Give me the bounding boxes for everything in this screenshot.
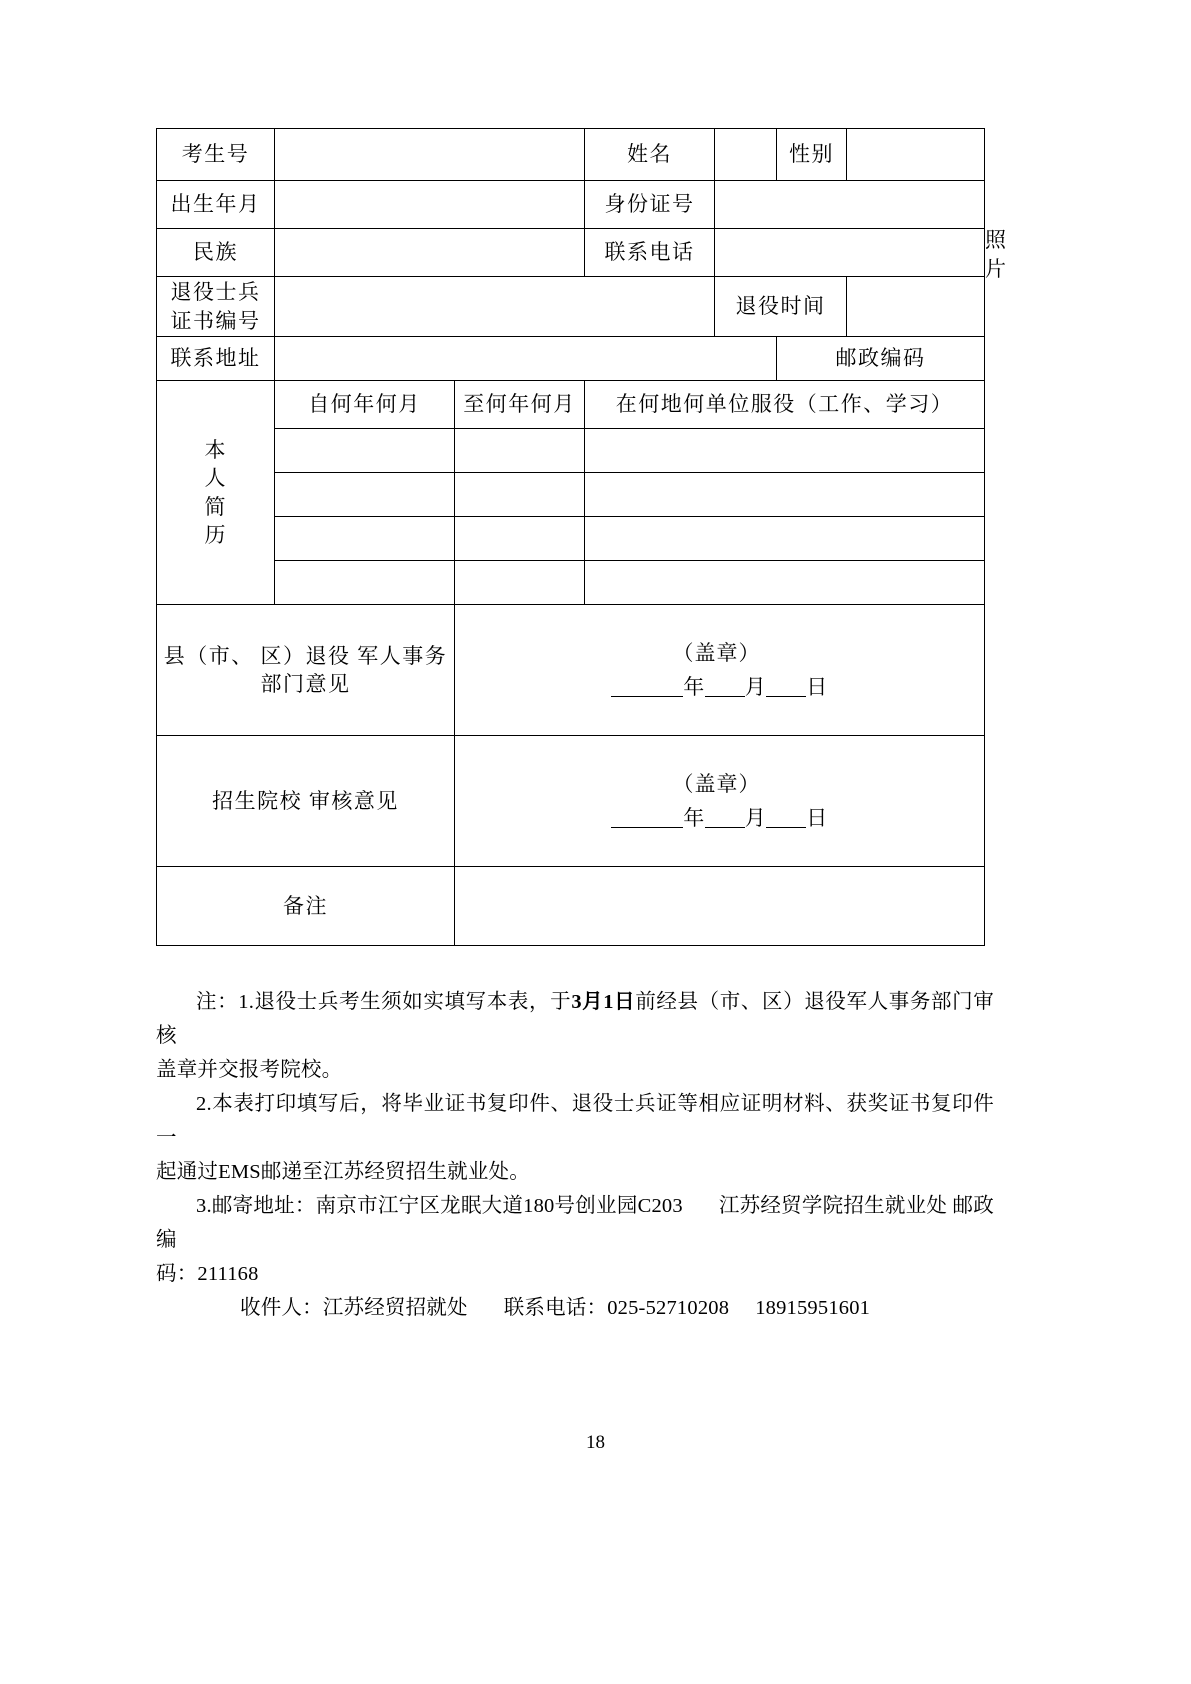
note-1-part-b: 前经县（市、区）退役军人事务部门审核	[156, 991, 994, 1047]
form-row-basic-1: 考生号 姓名 性别 照片	[157, 129, 985, 181]
resume-label-char-2: 简	[204, 494, 227, 519]
resume-column-to: 至何年何月	[455, 381, 585, 429]
resume-cell-to[interactable]	[455, 517, 585, 561]
resume-cell-from[interactable]	[275, 517, 455, 561]
resume-cell-to[interactable]	[455, 561, 585, 605]
school-label-line2: 审核意见	[308, 788, 399, 813]
school-date-line	[455, 800, 984, 832]
school-day-label: 日	[806, 806, 828, 830]
resume-column-from: 自何年何月	[275, 381, 455, 429]
resume-cell-detail[interactable]	[585, 561, 985, 605]
resume-cell-to[interactable]	[455, 429, 585, 473]
form-row-basic-2	[157, 181, 985, 229]
field-remark[interactable]	[455, 867, 985, 946]
note-item-3-cont: 码：211168	[156, 1263, 259, 1285]
county-day-label: 日	[806, 675, 828, 699]
resume-cell-detail[interactable]	[585, 517, 985, 561]
county-day-blank[interactable]	[766, 695, 806, 697]
field-phone[interactable]	[715, 229, 985, 277]
resume-cell-detail[interactable]	[585, 429, 985, 473]
resume-row	[157, 561, 985, 605]
page-number: 18	[586, 1432, 605, 1453]
label-birth-date: 出生年月	[157, 181, 275, 229]
resume-row	[157, 473, 985, 517]
resume-row	[157, 429, 985, 473]
form-row-certificate	[157, 277, 985, 337]
field-veteran-certificate-number[interactable]	[275, 277, 715, 337]
label-id-number: 身份证号	[585, 181, 715, 229]
county-month-label: 月	[744, 675, 767, 699]
note-1-deadline: 3月1日	[571, 991, 636, 1013]
label-veteran-certificate-number	[157, 277, 275, 337]
label-cert-line2: 证书编号	[170, 308, 261, 333]
form-row-basic-3	[157, 229, 985, 277]
form-table	[156, 128, 1008, 946]
county-year-label: 年	[683, 675, 705, 699]
field-name[interactable]	[715, 129, 777, 181]
school-opinion-row	[157, 736, 985, 867]
label-county-veterans-opinion	[157, 605, 455, 736]
resume-label-char-1: 人	[204, 466, 227, 491]
note-4-phone-2: 18915951601	[755, 1297, 871, 1319]
school-year-label: 年	[683, 806, 705, 830]
school-year-blank[interactable]	[611, 826, 683, 828]
resume-cell-detail[interactable]	[585, 473, 985, 517]
label-remark: 备注	[157, 867, 455, 946]
school-label-line1: 招生院校	[212, 788, 303, 813]
field-exam-number[interactable]	[275, 129, 585, 181]
field-county-veterans-opinion[interactable]	[455, 605, 985, 736]
remark-row	[157, 867, 985, 946]
note-4-phone-1: 025-52710208	[607, 1297, 730, 1319]
resume-header-row	[157, 381, 985, 429]
field-birth-date[interactable]	[275, 181, 585, 229]
resume-cell-from[interactable]	[275, 561, 455, 605]
form-notes	[156, 985, 994, 1325]
school-seal-text: （盖章）	[672, 771, 761, 796]
county-date-line	[455, 669, 984, 701]
note-item-3	[156, 1189, 994, 1257]
note-item-2-cont: 起通过EMS邮递至江苏经贸招生就业处。	[156, 1161, 530, 1183]
field-contact-address[interactable]	[275, 337, 777, 381]
county-seal-text: （盖章）	[672, 640, 761, 665]
field-ethnicity[interactable]	[275, 229, 585, 277]
note-item-2: 2.本表打印填写后，将毕业证书复印件、退役士兵证等相应证明材料、获奖证书复印件一	[156, 1093, 994, 1149]
label-name: 姓名	[585, 129, 715, 181]
field-discharge-date[interactable]	[847, 277, 985, 337]
label-contact-address: 联系地址	[157, 337, 275, 381]
school-month-blank[interactable]	[705, 826, 745, 828]
label-ethnicity: 民族	[157, 229, 275, 277]
county-label-line4: 部门意见	[260, 672, 351, 696]
registration-form	[156, 128, 1008, 946]
label-discharge-date: 退役时间	[715, 277, 847, 337]
school-month-label: 月	[744, 806, 767, 830]
label-postcode: 邮政编码	[777, 337, 985, 381]
label-personal-resume	[157, 381, 275, 605]
field-school-review-opinion[interactable]	[455, 736, 985, 867]
county-month-blank[interactable]	[705, 695, 745, 697]
county-label-line2: 区）退役	[260, 643, 351, 668]
school-day-blank[interactable]	[766, 826, 806, 828]
field-gender[interactable]	[847, 129, 985, 181]
form-row-address	[157, 337, 985, 381]
county-year-blank[interactable]	[611, 695, 683, 697]
label-school-review-opinion	[157, 736, 455, 867]
county-opinion-row	[157, 605, 985, 736]
note-3-office: 江苏经贸学院招生就业处 邮政编	[156, 1195, 994, 1251]
resume-cell-to[interactable]	[455, 473, 585, 517]
field-id-number[interactable]	[715, 181, 985, 229]
note-item-1-cont: 盖章并交报考院校。	[156, 1059, 343, 1081]
note-item-1	[156, 985, 994, 1053]
county-label-line3: 军人事务	[357, 643, 448, 668]
resume-label-char-0: 本	[204, 437, 227, 462]
label-gender: 性别	[777, 129, 847, 181]
label-cert-line1: 退役士兵	[170, 280, 261, 305]
label-exam-number: 考生号	[157, 129, 275, 181]
resume-column-detail: 在何地何单位服役（工作、学习）	[585, 381, 985, 429]
resume-cell-from[interactable]	[275, 473, 455, 517]
resume-label-char-3: 历	[204, 522, 227, 547]
note-4-phone-label: 联系电话：	[503, 1297, 608, 1319]
note-3-address: 3.邮寄地址：南京市江宁区龙眠大道180号创业园C203	[196, 1195, 683, 1217]
note-1-part-a: 注：1.退役士兵考生须如实填写本表，于	[196, 991, 572, 1013]
resume-row	[157, 517, 985, 561]
label-phone: 联系电话	[585, 229, 715, 277]
note-item-4-contact	[156, 1291, 994, 1325]
note-4-recipient: 收件人：江苏经贸招就处	[240, 1297, 468, 1319]
county-label-line1: 县（市、	[163, 643, 254, 668]
resume-cell-from[interactable]	[275, 429, 455, 473]
